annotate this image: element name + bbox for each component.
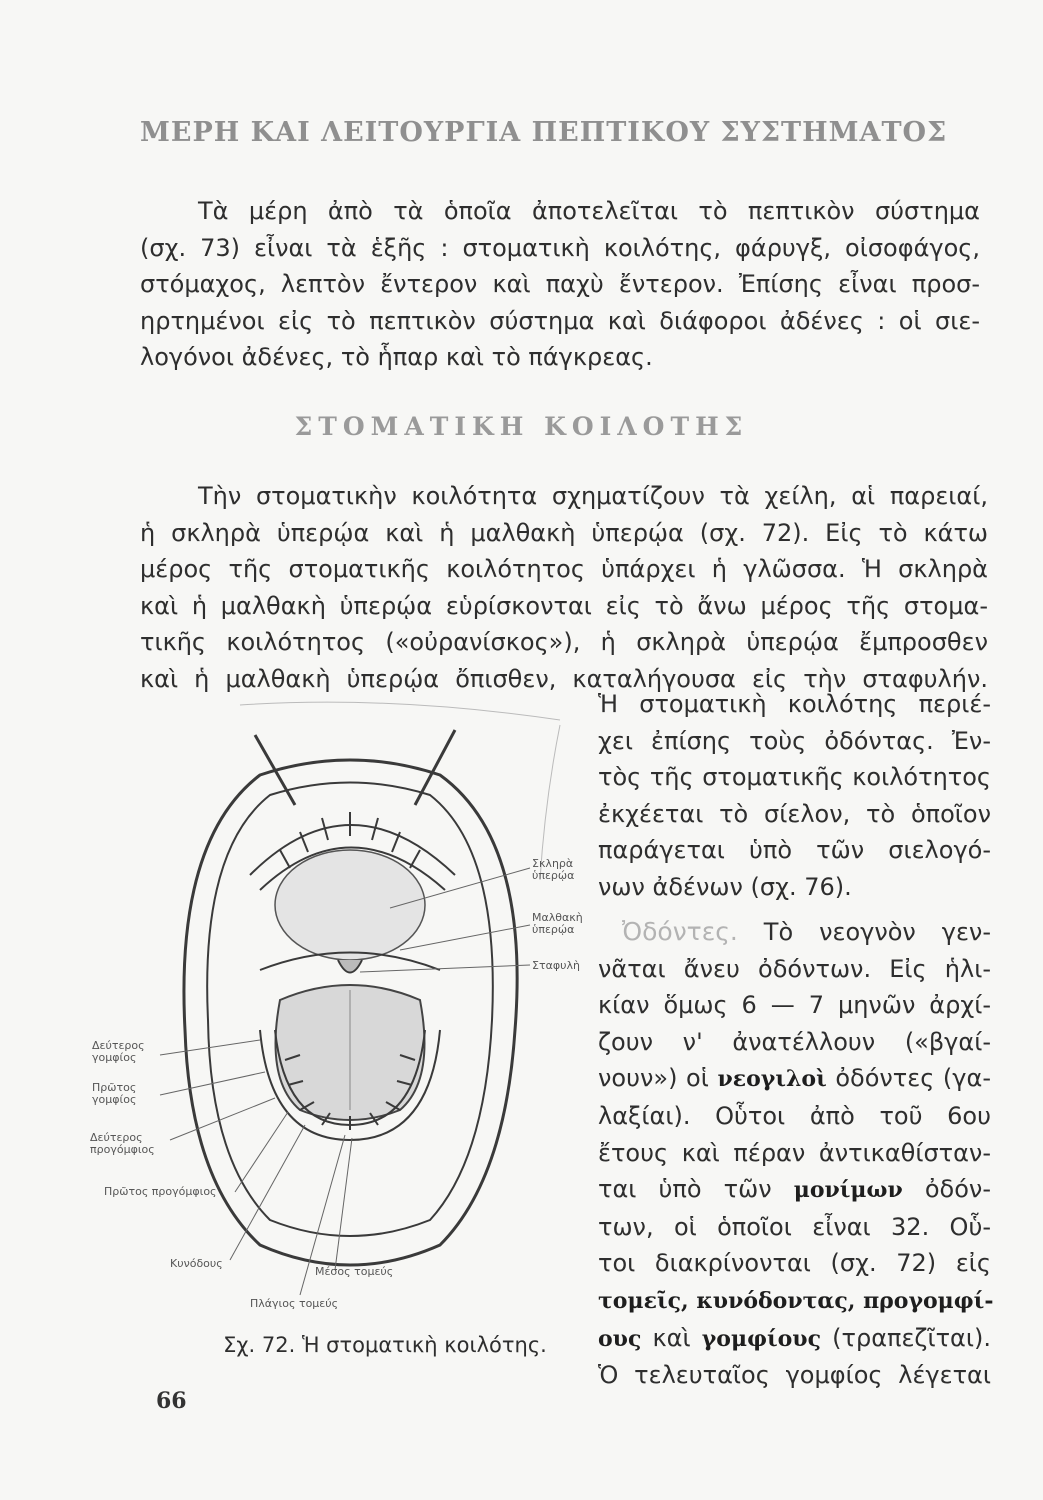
mouth-cavity-illustration xyxy=(60,700,600,1320)
figure-caption: Σχ. 72. Ἡ στοματικὴ κοιλότης. xyxy=(223,1333,547,1357)
label-soft-palate xyxy=(532,912,583,936)
text-line: τικῆς κοιλότητος («οὐρανίσκος»), ἡ σκληρὰ ὑπερῴα ἔμπροσθεν xyxy=(140,628,988,657)
text-line: στόμαχος, λεπτὸν ἔντερον καὶ παχὺ ἔντερον. Ἐπίσης εἶναι προσ- xyxy=(140,270,980,299)
label-first-premolar: Πρῶτος προγόμφιος xyxy=(104,1185,217,1198)
text-line: κίαν ὅμως 6 — 7 μηνῶν ἀρχί- xyxy=(598,991,991,1020)
text-line: (σχ. 73) εἶναι τὰ ἑξῆς : στοματικὴ κοιλότης, φάρυγξ, οἰσοφάγος, xyxy=(140,233,980,262)
text-line: τοι διακρίνονται (σχ. 72) εἰς xyxy=(598,1249,991,1278)
text-line: τὸς τῆς στοματικῆς κοιλότητος xyxy=(598,763,991,792)
text-fragment: ται ὑπὸ τῶν xyxy=(598,1175,772,1204)
label-canine: Κυνόδους xyxy=(170,1257,223,1270)
text-fragment: Τὸ νεογνὸν γεν- xyxy=(763,918,991,946)
subsection-title: ΣΤΟΜΑΤΙΚΗ ΚΟΙΛΟΤΗΣ xyxy=(294,412,749,441)
text-line xyxy=(598,1060,991,1098)
label-line: Σκληρὰ xyxy=(532,857,574,870)
text-line xyxy=(598,1171,991,1209)
label-line: Μαλθακὴ xyxy=(532,911,583,924)
label-line: ὑπερῴα xyxy=(532,869,575,882)
text-line: Ὁ τελευταῖος γομφίος λέγεται xyxy=(598,1361,991,1390)
text-line xyxy=(598,1282,994,1320)
text-line: νων ἀδένων (σχ. 76). xyxy=(598,872,852,901)
bold-term: ους xyxy=(598,1325,642,1352)
right-column-paragraph xyxy=(598,686,991,906)
label-line: Δεύτερος xyxy=(90,1131,143,1144)
text-line: νᾶται ἄνευ ὀδόντων. Εἰς ἡλι- xyxy=(598,954,991,983)
label-first-molar xyxy=(92,1082,136,1106)
text-fragment: νουν») οἱ xyxy=(598,1064,709,1093)
text-line: καὶ ἡ μαλθακὴ ὑπερῴα εὑρίσκονται εἰς τὸ ἄνω μέρος τῆς στομα- xyxy=(140,591,988,620)
text-line xyxy=(598,914,991,951)
text-line: ἐκχέεται τὸ σίελον, τὸ ὁποῖον xyxy=(598,799,991,828)
bold-term: νεογιλοὶ xyxy=(717,1066,827,1093)
label-line: γομφίος xyxy=(92,1051,137,1064)
label-central-incisor: Μέσος τομεύς xyxy=(315,1265,394,1278)
label-second-molar xyxy=(92,1040,145,1064)
text-line: ἡ σκληρὰ ὑπερῴα καὶ ἡ μαλθακὴ ὑπερῴα (σχ. 72). Εἰς τὸ κάτω xyxy=(140,518,988,547)
label-lateral-incisor: Πλάγιος τομεύς xyxy=(250,1297,339,1310)
intro-paragraph xyxy=(140,193,980,376)
mouth-drawing xyxy=(60,700,600,1320)
label-uvula: Σταφυλὴ xyxy=(532,959,580,972)
text-line: παράγεται ὑπὸ τῶν σιελογό- xyxy=(598,836,991,865)
label-line: γομφίος xyxy=(92,1093,137,1106)
text-line: λαξίαι). Οὗτοι ἀπὸ τοῦ 6ου xyxy=(598,1101,991,1130)
text-fragment: (τραπεζῖται). xyxy=(832,1323,991,1352)
text-fragment: ὀδόντες (γα- xyxy=(835,1064,991,1093)
label-hard-palate xyxy=(532,858,574,882)
label-line: Πρῶτος xyxy=(92,1081,137,1094)
text-line: μέρος τῆς στοματικῆς κοιλότητος ὑπάρχει ἡ γλῶσσα. Ἡ σκληρὰ xyxy=(140,555,988,584)
text-fragment: καὶ xyxy=(652,1323,691,1352)
text-line: ζουν ν' ἀνατέλλουν («βγαί- xyxy=(598,1027,991,1056)
teeth-paragraph xyxy=(598,914,994,1394)
section-title: ΜΕΡΗ ΚΑΙ ΛΕΙΤΟΥΡΓΙΑ ΠΕΠΤΙΚΟΥ ΣΥΣΤΗΜΑΤΟΣ xyxy=(140,117,948,148)
page-number: 66 xyxy=(156,1388,187,1414)
text-line: λογόνοι ἀδένες, τὸ ἧπαρ καὶ τὸ πάγκρεας. xyxy=(140,343,653,372)
bold-term: γομφίους xyxy=(701,1325,821,1352)
label-line: ὑπερῴα xyxy=(532,923,575,936)
text-line: των, οἱ ὁποῖοι εἶναι 32. Οὗ- xyxy=(598,1212,991,1241)
text-line: καὶ ἡ μαλθακὴ ὑπερῴα ὄπισθεν, καταλήγουσα εἰς τὴν σταφυλήν. xyxy=(140,664,988,693)
text-line: Ἡ στοματικὴ κοιλότης περιέ- xyxy=(598,690,991,718)
label-line: προγόμφιος xyxy=(90,1143,155,1156)
text-fragment: ὀδόν- xyxy=(924,1175,991,1204)
label-second-premolar xyxy=(90,1132,155,1156)
label-line: Δεύτερος xyxy=(92,1039,145,1052)
cavity-paragraph xyxy=(140,478,988,698)
bold-term: μονίμων xyxy=(793,1177,903,1204)
text-line: ηρτημένοι εἰς τὸ πεπτικὸν σύστημα καὶ διάφοροι ἀδένες : οἱ σιε- xyxy=(140,306,980,335)
teeth-heading: Ὀδόντες. xyxy=(622,917,738,946)
text-line: Τὰ μέρη ἀπὸ τὰ ὁποῖα ἀποτελεῖται τὸ πεπτικὸν σύστημα xyxy=(198,197,980,225)
text-line: ἔτους καὶ πέραν ἀντικαθίσταν- xyxy=(598,1138,991,1167)
bold-term: τομεῖς, κυνόδοντας, προγομφί- xyxy=(598,1287,994,1314)
text-line: Τὴν στοματικὴν κοιλότητα σχηματίζουν τὰ χείλη, αἱ παρειαί, xyxy=(198,482,988,510)
text-line: χει ἐπίσης τοὺς ὀδόντας. Ἐν- xyxy=(598,726,991,755)
